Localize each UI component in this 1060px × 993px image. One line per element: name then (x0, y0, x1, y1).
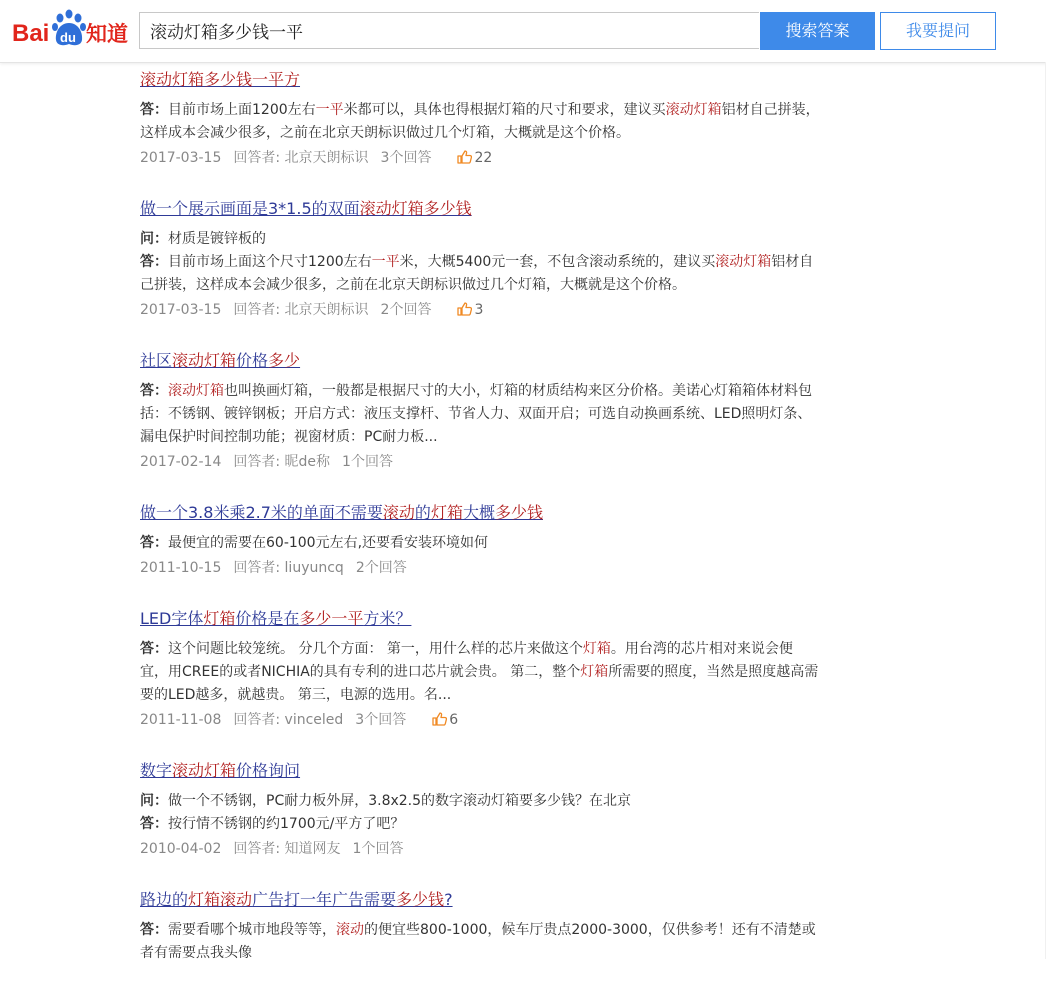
result-item (140, 197, 820, 321)
text-segment: 大概 (462, 503, 495, 522)
answer-snippet (140, 919, 820, 965)
text-segment: 材质是镀锌板的 (168, 231, 266, 247)
text-segment: LED字体 (140, 609, 204, 628)
text-segment: 的 (414, 503, 431, 522)
text-segment: 价格 (236, 351, 269, 370)
text-segment: 广告打一年广告需要 (252, 890, 397, 909)
result-item (140, 759, 820, 860)
text-segment: 做一个展示画面是3*1.5的双面 (140, 199, 360, 218)
answer-count[interactable]: 3个回答 (355, 712, 407, 728)
text-segment: 目前市场上面这个尺寸1200左右 (168, 254, 372, 270)
text-segment: 所需要的照度，当然是照度越高需要的LED越多，就越贵。 第三，电源的选用。名... (140, 664, 819, 703)
like-number: 3 (474, 302, 484, 318)
svg-text:Bai: Bai (12, 20, 50, 47)
line-label: 答： (140, 254, 168, 270)
answerer-name[interactable]: 回答者: 北京天朗标识 (233, 302, 369, 318)
result-title-link[interactable] (140, 607, 820, 631)
text-segment: 目前市场上面1200左右 (168, 102, 316, 118)
result-meta (140, 838, 820, 860)
like-number: 22 (474, 150, 493, 166)
line-label: 问： (140, 231, 168, 247)
result-meta (140, 709, 820, 731)
highlight-keyword: 滚动 (336, 922, 364, 938)
result-date: 2017-03-15 (140, 302, 222, 318)
line-label: 答： (140, 922, 168, 938)
ask-question-button[interactable]: 我要提问 (880, 12, 996, 50)
line-label: 问： (140, 793, 168, 809)
answer-count[interactable]: 1个回答 (342, 454, 393, 470)
text-segment: 最便宜的需要在60-100元左右,还要看安装环境如何 (168, 535, 489, 551)
result-meta (140, 451, 820, 473)
answerer-name[interactable]: 回答者: liuyuncq (233, 560, 344, 576)
answer-count[interactable]: 2个回答 (355, 560, 407, 576)
answerer-name[interactable]: 回答者: vinceled (233, 712, 344, 728)
result-item (140, 607, 820, 731)
line-label: 答： (140, 535, 168, 551)
highlight-keyword: 灯箱滚动 (188, 890, 253, 909)
answer-snippet (140, 532, 820, 555)
answer-count[interactable]: 1个回答 (352, 841, 404, 857)
text-segment: 做一个3.8米乘2.7米的单面不需要 (140, 503, 383, 522)
text-segment: 方米？ (363, 609, 412, 628)
highlight-keyword: 一平 (315, 102, 344, 118)
text-segment: 做一个不锈钢，PC耐力板外屏，3.8x2.5的数字滚动灯箱要多少钱？在北京 (168, 793, 632, 809)
top-bar (0, 0, 1060, 63)
result-date: 2017-03-15 (140, 150, 222, 166)
result-item (140, 501, 820, 579)
text-segment: 路边的 (140, 890, 189, 909)
result-meta (140, 557, 820, 579)
like-count[interactable] (457, 150, 492, 166)
result-meta (140, 147, 820, 169)
thumbs-up-icon (432, 712, 447, 726)
answerer-name[interactable]: 回答者: 昵de称 (233, 454, 331, 470)
line-label: 答： (140, 383, 168, 399)
highlight-keyword: 滚动 (382, 503, 415, 522)
answer-count[interactable]: 3个回答 (380, 150, 432, 166)
result-title-link[interactable] (140, 759, 820, 783)
line-label: 答： (140, 816, 168, 832)
answer-snippet (140, 638, 820, 707)
baidu-zhidao-logo[interactable] (12, 8, 130, 52)
like-number: 6 (449, 712, 459, 728)
svg-text:知道: 知道 (86, 22, 128, 46)
result-item (140, 68, 820, 169)
highlight-keyword: 多少 (268, 351, 301, 370)
text-segment: 铝材自己拼装，这样成本会减少很多，之前在北京天朗标识做过几个灯箱，大概就是这个价格。 (140, 102, 820, 141)
answer-snippet (140, 813, 820, 836)
text-segment: 价格是在 (235, 609, 300, 628)
text-segment: ? (444, 890, 453, 909)
highlight-keyword: 灯箱 (430, 503, 463, 522)
search-input[interactable] (139, 12, 759, 49)
answerer-name[interactable]: 回答者: 知道网友 (233, 841, 341, 857)
baidu-paw-icon (12, 8, 130, 52)
question-text (140, 790, 820, 813)
text-segment: 铝材自己拼装，这样成本会减少很多，之前在北京天朗标识做过几个灯箱，大概就是这个价格。 (140, 254, 814, 293)
like-count[interactable] (457, 302, 483, 318)
result-date: 2017-02-14 (140, 454, 222, 470)
result-item (140, 888, 820, 965)
result-meta (140, 299, 820, 321)
line-label: 答： (140, 102, 168, 118)
text-segment: 社区 (140, 351, 173, 370)
result-title-link[interactable] (140, 888, 820, 912)
text-segment: 数字 (140, 761, 173, 780)
search-button[interactable]: 搜索答案 (760, 12, 875, 50)
scrollbar[interactable] (1045, 62, 1060, 959)
text-segment: 的便宜些800-1000，候车厅贵点2000-3000，仅供参考！还有不清楚或者有需要点我头像 (140, 922, 816, 961)
thumbs-up-icon (457, 150, 472, 164)
highlight-keyword: 滚动灯箱多少钱 (359, 199, 472, 218)
highlight-keyword: 滚动灯箱 (665, 102, 722, 118)
result-date: 2011-11-08 (140, 712, 222, 728)
result-date: 2010-04-02 (140, 841, 222, 857)
answer-snippet (140, 251, 820, 297)
result-title-link[interactable] (140, 349, 820, 373)
answerer-name[interactable]: 回答者: 北京天朗标识 (233, 150, 369, 166)
text-segment: 也叫换画灯箱，一般都是根据尺寸的大小，灯箱的材质结构来区分价格。美诺心灯箱箱体材料包括：不锈钢、镀锌钢板；开启方式：液压支撑杆、节省人力、双面开启；可选自动换画系统、LED照明灯条、漏电保护时间控制功能；视窗材质：PC耐力板... (140, 383, 812, 445)
thumbs-up-icon (457, 302, 472, 316)
text-segment: 需要看哪个城市地段等等， (168, 922, 336, 938)
text-segment: 米都可以，具体也得根据灯箱的尺寸和要求，建议买 (343, 102, 666, 118)
result-title-link[interactable] (140, 501, 820, 525)
question-text (140, 228, 820, 251)
highlight-keyword: 多少一平 (299, 609, 364, 628)
answer-snippet (140, 99, 820, 145)
highlight-keyword: 灯箱 (203, 609, 236, 628)
text-segment: 这个问题比较笼统。 分几个方面： 第一，用什么样的芯片来做这个 (168, 641, 583, 657)
answer-count[interactable]: 2个回答 (380, 302, 432, 318)
answer-snippet (140, 380, 820, 449)
result-item (140, 349, 820, 473)
highlight-keyword: 滚动灯箱 (715, 254, 772, 270)
like-count[interactable] (432, 712, 458, 728)
text-segment: 按行情不锈钢的约1700元/平方了吧？ (168, 816, 405, 832)
svg-text:du: du (60, 30, 76, 45)
results-list (140, 68, 820, 993)
result-title-link[interactable] (140, 197, 820, 221)
line-label: 答： (140, 641, 168, 657)
text-segment: 价格询问 (236, 761, 301, 780)
highlight-keyword: 滚动灯箱多少钱一平方 (140, 70, 301, 89)
text-segment: 。用台湾的芯片相对来说会便宜，用CREE的或者NICHIA的具有专利的进口芯片就会贵。 第二，整个 (140, 641, 793, 680)
highlight-keyword: 多少钱 (494, 503, 543, 522)
result-date: 2011-10-15 (140, 560, 222, 576)
highlight-keyword: 多少钱 (396, 890, 445, 909)
highlight-keyword: 灯箱 (582, 641, 611, 657)
highlight-keyword: 滚动灯箱 (172, 351, 237, 370)
highlight-keyword: 一平 (371, 254, 400, 270)
text-segment: 米，大概5400元一套，不包含滚动系统的，建议买 (399, 254, 716, 270)
result-title-link[interactable] (140, 68, 820, 92)
highlight-keyword: 滚动灯箱 (172, 761, 237, 780)
highlight-keyword: 灯箱 (580, 664, 609, 680)
highlight-keyword: 滚动灯箱 (168, 383, 224, 399)
